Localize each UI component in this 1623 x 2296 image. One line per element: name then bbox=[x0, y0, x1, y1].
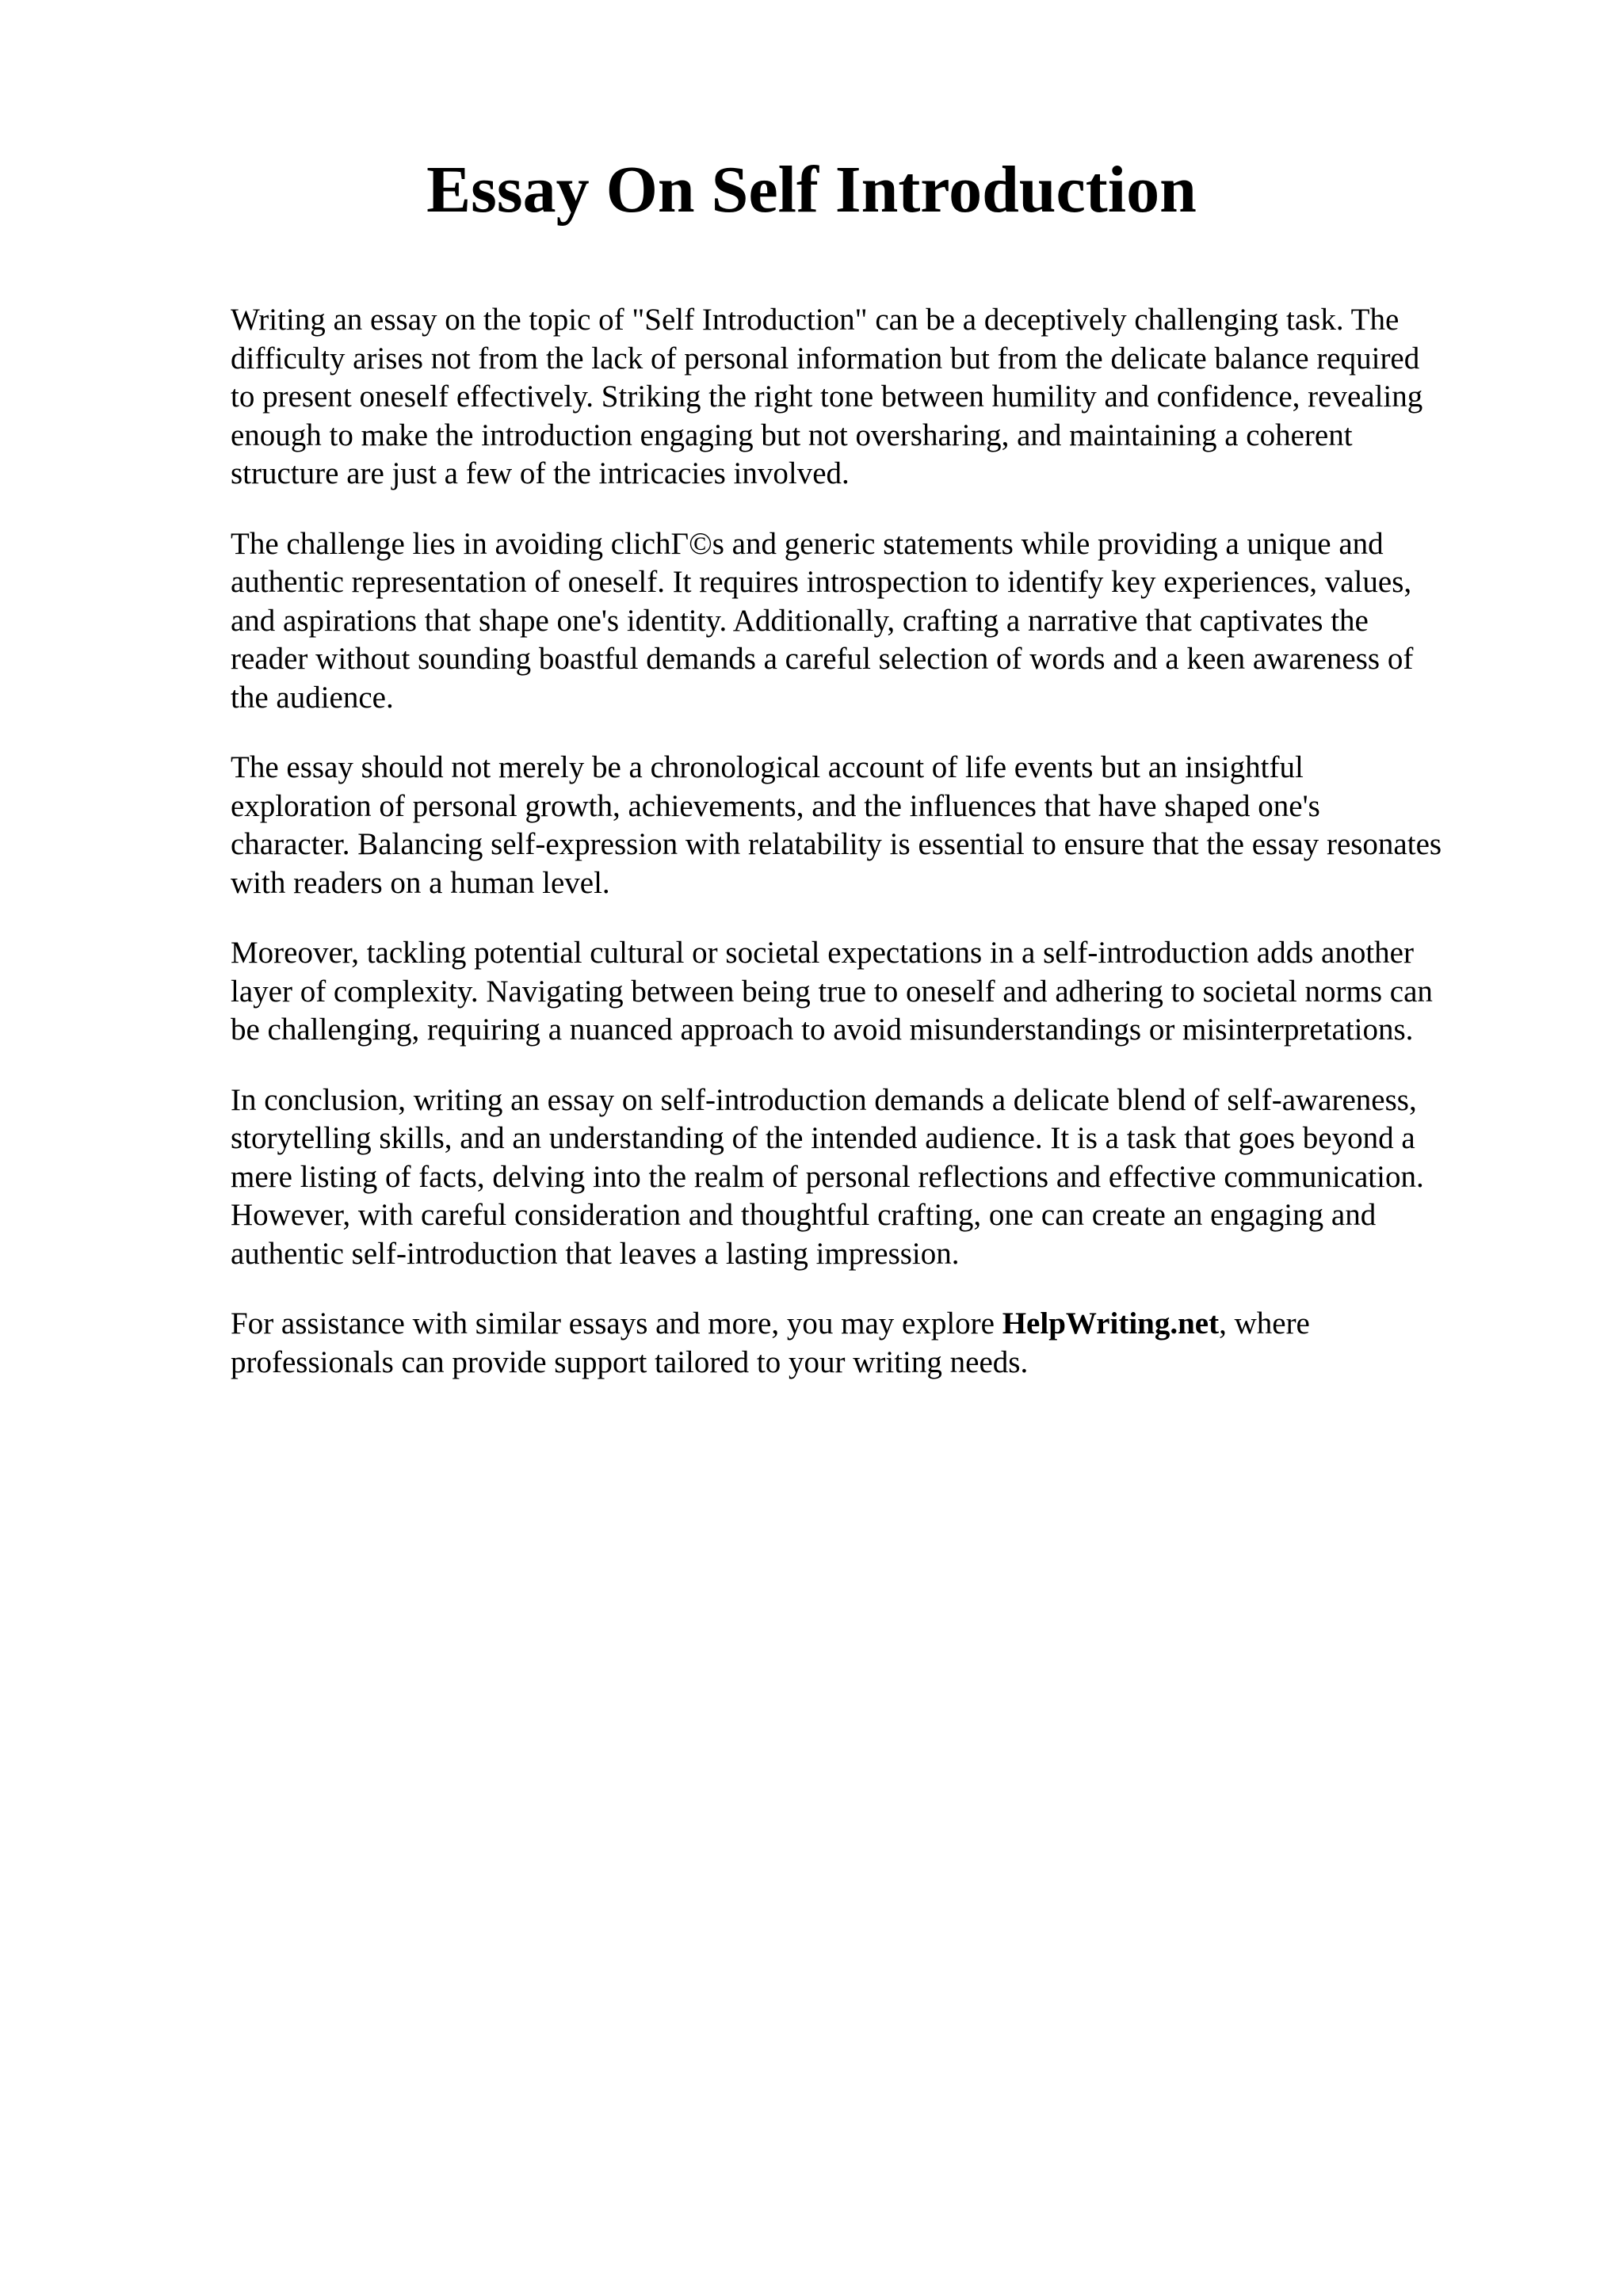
text-line: difficulty arises not from the lack of personal information but from the delicate balance required bbox=[231, 341, 1420, 376]
text-line: The essay should not merely be a chronological account of life events but an insightful bbox=[231, 750, 1304, 784]
paragraph-3 bbox=[231, 749, 1562, 902]
text-line: be challenging, requiring a nuanced approach to avoid misunderstandings or misinterpretations. bbox=[231, 1013, 1414, 1047]
text-line: However, with careful consideration and thoughtful crafting, one can create an engaging and bbox=[231, 1198, 1377, 1232]
text-line: character. Balancing self-expression with relatability is essential to ensure that the essay resonates bbox=[231, 827, 1442, 861]
text-line: In conclusion, writing an essay on self-introduction demands a delicate blend of self-awareness, bbox=[231, 1082, 1417, 1117]
text-line: authentic self-introduction that leaves a lasting impression. bbox=[231, 1236, 960, 1271]
paragraph-4 bbox=[231, 934, 1562, 1050]
text-line bbox=[231, 1305, 1562, 1344]
page-title: Essay On Self Introduction bbox=[426, 153, 1197, 227]
paragraph-5 bbox=[231, 1081, 1562, 1274]
text-line: exploration of personal growth, achievements, and the influences that have shaped one's bbox=[231, 788, 1320, 823]
text-line: professionals can provide support tailored to your writing needs. bbox=[231, 1344, 1029, 1379]
text-line: reader without sounding boastful demands a careful selection of words and a keen awareness of bbox=[231, 642, 1414, 676]
text-line: storytelling skills, and an understanding of the intended audience. It is a task that goes beyond a bbox=[231, 1121, 1415, 1155]
paragraph-2 bbox=[231, 525, 1562, 718]
text-line: structure are just a few of the intricacies involved. bbox=[231, 456, 850, 490]
helpwriting-link[interactable]: HelpWriting.net bbox=[1002, 1306, 1220, 1341]
closing-paragraph bbox=[231, 1305, 1562, 1382]
text-line: Writing an essay on the topic of "Self Introduction" can be a deceptively challenging task. The bbox=[231, 303, 1400, 337]
text-line: authentic representation of oneself. It requires introspection to identify key experiences, values, bbox=[231, 565, 1412, 599]
text-line: mere listing of facts, delving into the realm of personal reflections and effective communication. bbox=[231, 1159, 1424, 1194]
text-line: enough to make the introduction engaging but not oversharing, and maintaining a coherent bbox=[231, 418, 1353, 452]
text-line: layer of complexity. Navigating between being true to oneself and adhering to societal norms can bbox=[231, 974, 1433, 1009]
closing-text-before-link: For assistance with similar essays and more, you may explore bbox=[231, 1306, 1002, 1341]
text-line: Moreover, tackling potential cultural or societal expectations in a self-introduction adds another bbox=[231, 936, 1414, 970]
text-line: to present oneself effectively. Striking the right tone between humility and confidence, revealing bbox=[231, 379, 1423, 414]
text-line: with readers on a human level. bbox=[231, 865, 610, 900]
paragraph-1 bbox=[231, 301, 1562, 494]
text-line: the audience. bbox=[231, 680, 394, 715]
essay-body bbox=[231, 301, 1562, 1413]
closing-text-after-link: , where bbox=[1219, 1306, 1310, 1341]
text-line: and aspirations that shape one's identity. Additionally, crafting a narrative that captivates the bbox=[231, 603, 1369, 638]
text-line: The challenge lies in avoiding clichΓ©s and generic statements while providing a unique and bbox=[231, 526, 1384, 561]
